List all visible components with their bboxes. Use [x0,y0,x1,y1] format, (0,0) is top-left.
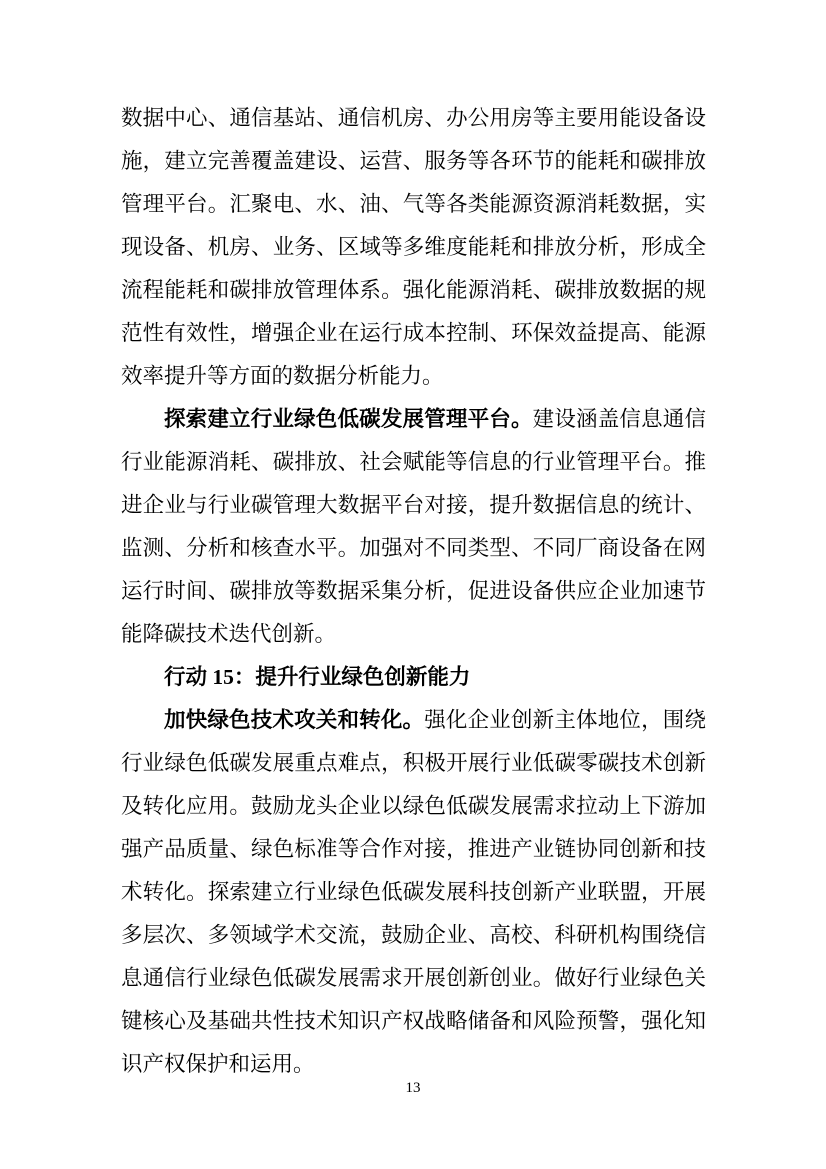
page-footer [0,1078,826,1098]
paragraph-body-text: 强化企业创新主体地位，围绕行业绿色低碳发展重点难点，积极开展行业低碳零碳技术创新及转化应用。鼓励龙头企业以绿色低碳发展需求拉动上下游加强产品质量、绿色标准等合作对接，推进产业链协同创新和技术转化。探索建立行业绿色低碳发展科技创新产业联盟，开展多层次、多领域学术交流，鼓励企业、高校、科研机构围绕信息通信行业绿色低碳发展需求开展创新创业。做好行业绿色关键核心及基础共性技术知识产权战略储备和风险预警，强化知识产权保护和运用。 [121,708,706,1076]
paragraph-green-tech-innovation [121,699,706,1086]
paragraph-bold-lead: 探索建立行业绿色低碳发展管理平台。 [164,407,533,431]
page-number: 13 [405,1080,421,1096]
paragraph-bold-lead: 加快绿色技术攻关和转化。 [164,708,425,732]
paragraph-body-text: 建设涵盖信息通信行业能源消耗、碳排放、社会赋能等信息的行业管理平台。推进企业与行业碳管理大数据平台对接，提升数据信息的统计、监测、分析和核查水平。加强对不同类型、不同厂商设备在网运行时间、碳排放等数据采集分析，促进设备供应企业加速节能降碳技术迭代创新。 [121,407,706,646]
paragraph-industry-management-platform [121,398,706,656]
paragraph-energy-carbon-platform: 数据中心、通信基站、通信机房、办公用房等主要用能设备设施，建立完善覆盖建设、运营、服务等各环节的能耗和碳排放管理平台。汇聚电、水、油、气等各类能源资源消耗数据，实现设备、机房、业务、区域等多维度能耗和排放分析，形成全流程能耗和碳排放管理体系。强化能源消耗、碳排放数据的规范性有效性，增强企业在运行成本控制、环保效益提高、能源效率提升等方面的数据分析能力。 [121,106,706,388]
section-heading-action-15: 行动 15：提升行业绿色创新能力 [164,665,471,689]
page-content [121,97,706,1086]
